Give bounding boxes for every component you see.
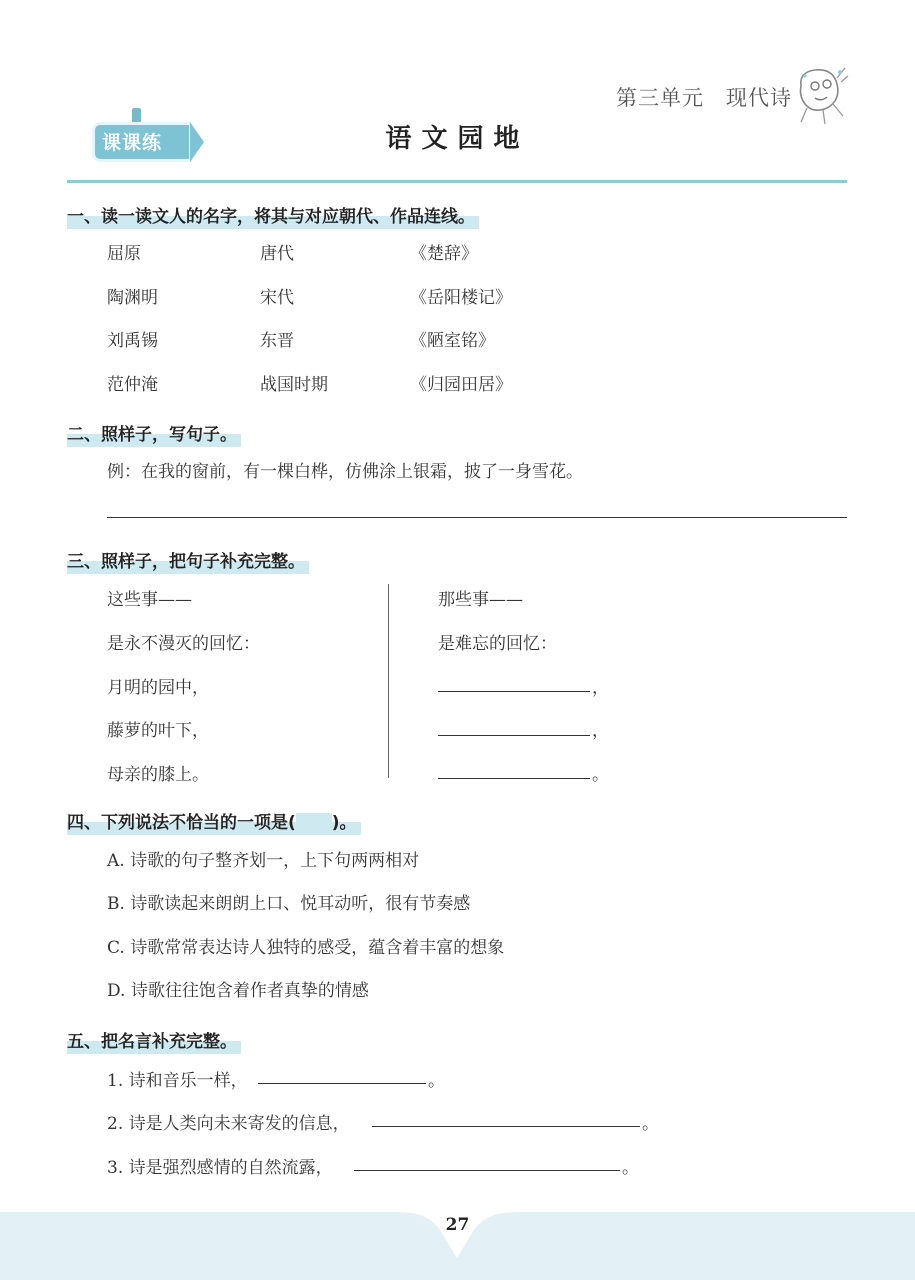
- q5-item-text: 3. 诗是强烈感情的自然流露，: [107, 1158, 333, 1178]
- q5-item-text: 1. 诗和音乐一样，: [107, 1071, 248, 1091]
- q1-work[interactable]: 《陋室铭》: [410, 331, 495, 351]
- q4-title-post: )。: [331, 813, 357, 833]
- q2-title: 二、照样子，写句子。: [67, 418, 241, 447]
- q4-option-c[interactable]: C. 诗歌常常表达诗人独特的感受，蕴含着丰富的想象: [107, 938, 505, 958]
- q5-answer-line[interactable]: [258, 1083, 426, 1084]
- q1-dynasty[interactable]: 战国时期: [260, 375, 328, 395]
- q5-answer-line[interactable]: [354, 1170, 620, 1171]
- q2-answer-line[interactable]: [107, 517, 847, 518]
- q1-name[interactable]: 屈原: [107, 244, 141, 264]
- q3-answer-line[interactable]: [438, 778, 590, 779]
- q1-name[interactable]: 陶渊明: [107, 288, 158, 308]
- q1-dynasty[interactable]: 宋代: [260, 288, 294, 308]
- unit-label: 第三单元: [616, 86, 704, 110]
- q3-punct: ，: [592, 721, 609, 741]
- q4-option-a[interactable]: A. 诗歌的句子整齐划一，上下句两两相对: [107, 851, 420, 871]
- badge-label: 课课练: [102, 132, 163, 154]
- q4-option-b[interactable]: B. 诗歌读起来朗朗上口、悦耳动听，很有节奏感: [107, 894, 471, 914]
- header-divider: [67, 180, 847, 183]
- q5-title: 五、把名言补充完整。: [67, 1025, 241, 1054]
- q1-work[interactable]: 《楚辞》: [410, 244, 478, 264]
- q3-column-divider: [388, 584, 389, 778]
- q5-item-end: 。: [428, 1071, 445, 1091]
- q1-name[interactable]: 刘禹锡: [107, 331, 158, 351]
- q3-punct: ，: [592, 678, 609, 698]
- q1-work[interactable]: 《岳阳楼记》: [410, 288, 512, 308]
- q1-name[interactable]: 范仲淹: [107, 375, 158, 395]
- page-number: 27: [445, 1215, 470, 1235]
- q2-example: 例：在我的窗前，有一棵白桦，仿佛涂上银霜，披了一身雪花。: [107, 462, 583, 482]
- q5-answer-line[interactable]: [372, 1126, 640, 1127]
- q5-item-text: 2. 诗是人类向未来寄发的信息，: [107, 1114, 350, 1134]
- q3-left-line: 是永不漫灭的回忆：: [107, 634, 260, 654]
- unit-header: [616, 82, 792, 112]
- q4-title: [67, 806, 361, 835]
- q3-punct: 。: [592, 765, 609, 785]
- q4-option-d[interactable]: D. 诗歌往往饱含着作者真挚的情感: [107, 981, 369, 1001]
- q3-left-line: 藤萝的叶下，: [107, 721, 209, 741]
- q3-left-line: 母亲的膝上。: [107, 765, 209, 785]
- q4-answer-box[interactable]: [296, 813, 332, 833]
- q3-title: 三、照样子，把句子补充完整。: [67, 545, 309, 574]
- q1-dynasty[interactable]: 唐代: [260, 244, 294, 264]
- q3-answer-line[interactable]: [438, 735, 590, 736]
- q3-right-head: 那些事——: [438, 590, 523, 610]
- q3-left-line: 月明的园中，: [107, 678, 209, 698]
- q5-item-end: 。: [642, 1114, 659, 1134]
- q1-dynasty[interactable]: 东晋: [260, 331, 294, 351]
- q3-right-head: 是难忘的回忆：: [438, 634, 557, 654]
- page-title: 语文园地: [385, 124, 530, 154]
- q3-left-line: 这些事——: [107, 590, 192, 610]
- unit-topic: 现代诗: [726, 86, 792, 110]
- q1-work[interactable]: 《归园田居》: [410, 375, 512, 395]
- q5-item-end: 。: [622, 1158, 639, 1178]
- q4-title-pre: 四、下列说法不恰当的一项是(: [67, 813, 296, 833]
- q1-title: 一、读一读文人的名字，将其与对应朝代、作品连线。: [67, 200, 479, 229]
- q3-answer-line[interactable]: [438, 691, 590, 692]
- cartoon-figure-icon: [793, 64, 849, 126]
